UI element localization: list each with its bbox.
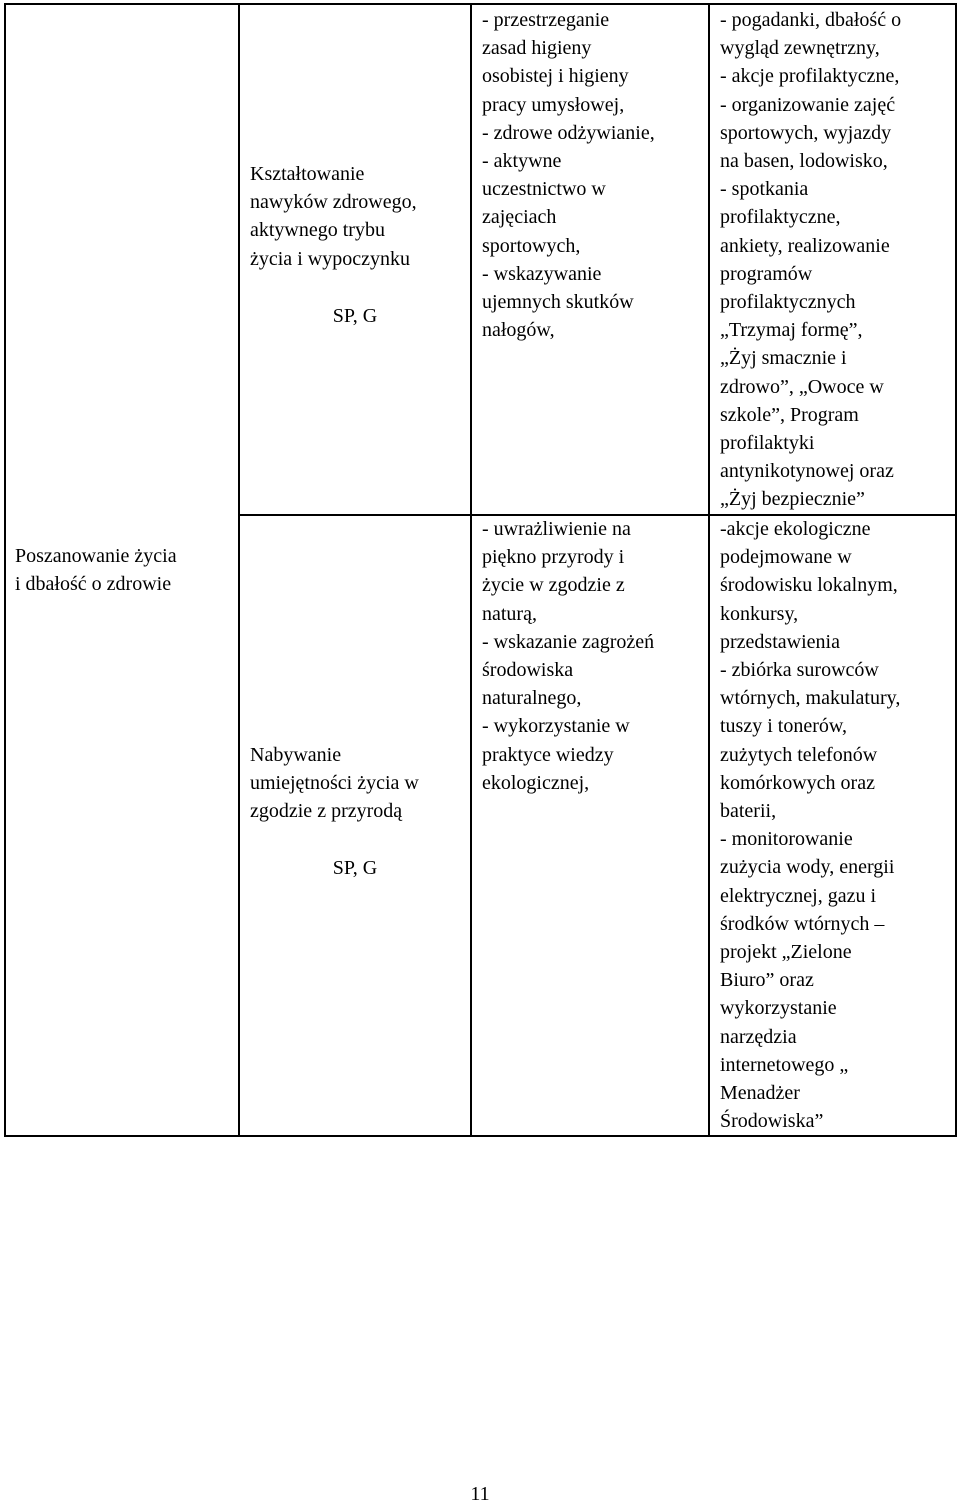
goal-cell-health: Kształtowanie nawyków zdrowego, aktywnego trybu życia i wypoczynku: [250, 163, 417, 270]
area-cell: Poszanowanie życia i dbałość o zdrowie: [15, 545, 177, 596]
page-number: 11: [470, 1483, 490, 1505]
forms-cell-health: - pogadanki, dbałość o wygląd zewnętrzny, - akcje profilaktyczne, - organizowanie zajęć sportowych, wyjazdy na basen, lodowisko, - spotkania profilaktyczne, ankiety, realizowanie programów profilaktycznych „Trzymaj formę”, „Żyj smacznie i zdrowo”, „Owoce w szkole”, Program profilaktyki antynikotynowej oraz „Żyj bezpiecznie”: [720, 9, 902, 511]
table-border-right: [955, 3, 957, 1137]
forms-cell-nature: -akcje ekologiczne podejmowane w środowisku lokalnym, konkursy, przedstawienia - zbiórka surowców wtórnych, makulatury, tuszy i tonerów, zużytych telefonów komórkowych oraz baterii, - monitorowanie zużycia wody, energii elektrycznej, gazu i środków wtórnych – projekt „Zielone Biuro” oraz wykorzystanie narzędzia internetowego „ Menadżer Środowiska”: [720, 518, 901, 1133]
level-cell-nature: SP, G: [332, 857, 378, 879]
goal-cell-nature: Nabywanie umiejętności życia w zgodzie z przyrodą: [250, 744, 419, 823]
column-divider-3: [708, 3, 710, 1137]
level-cell-health: SP, G: [332, 305, 378, 327]
column-divider-1: [238, 3, 240, 1137]
tasks-cell-health: - przestrzeganie zasad higieny osobistej i higieny pracy umysłowej, - zdrowe odżywianie, - aktywne uczestnictwo w zajęciach sportowych, - wskazywanie ujemnych skutków nałogów,: [482, 9, 655, 342]
column-divider-2: [470, 3, 472, 1137]
table-border-top: [4, 3, 957, 5]
table-border-left: [4, 3, 6, 1137]
tasks-cell-nature: - uwrażliwienie na piękno przyrody i życie w zgodzie z naturą, - wskazanie zagrożeń środowiska naturalnego, - wykorzystanie w praktyce wiedzy ekologicznej,: [482, 518, 655, 794]
